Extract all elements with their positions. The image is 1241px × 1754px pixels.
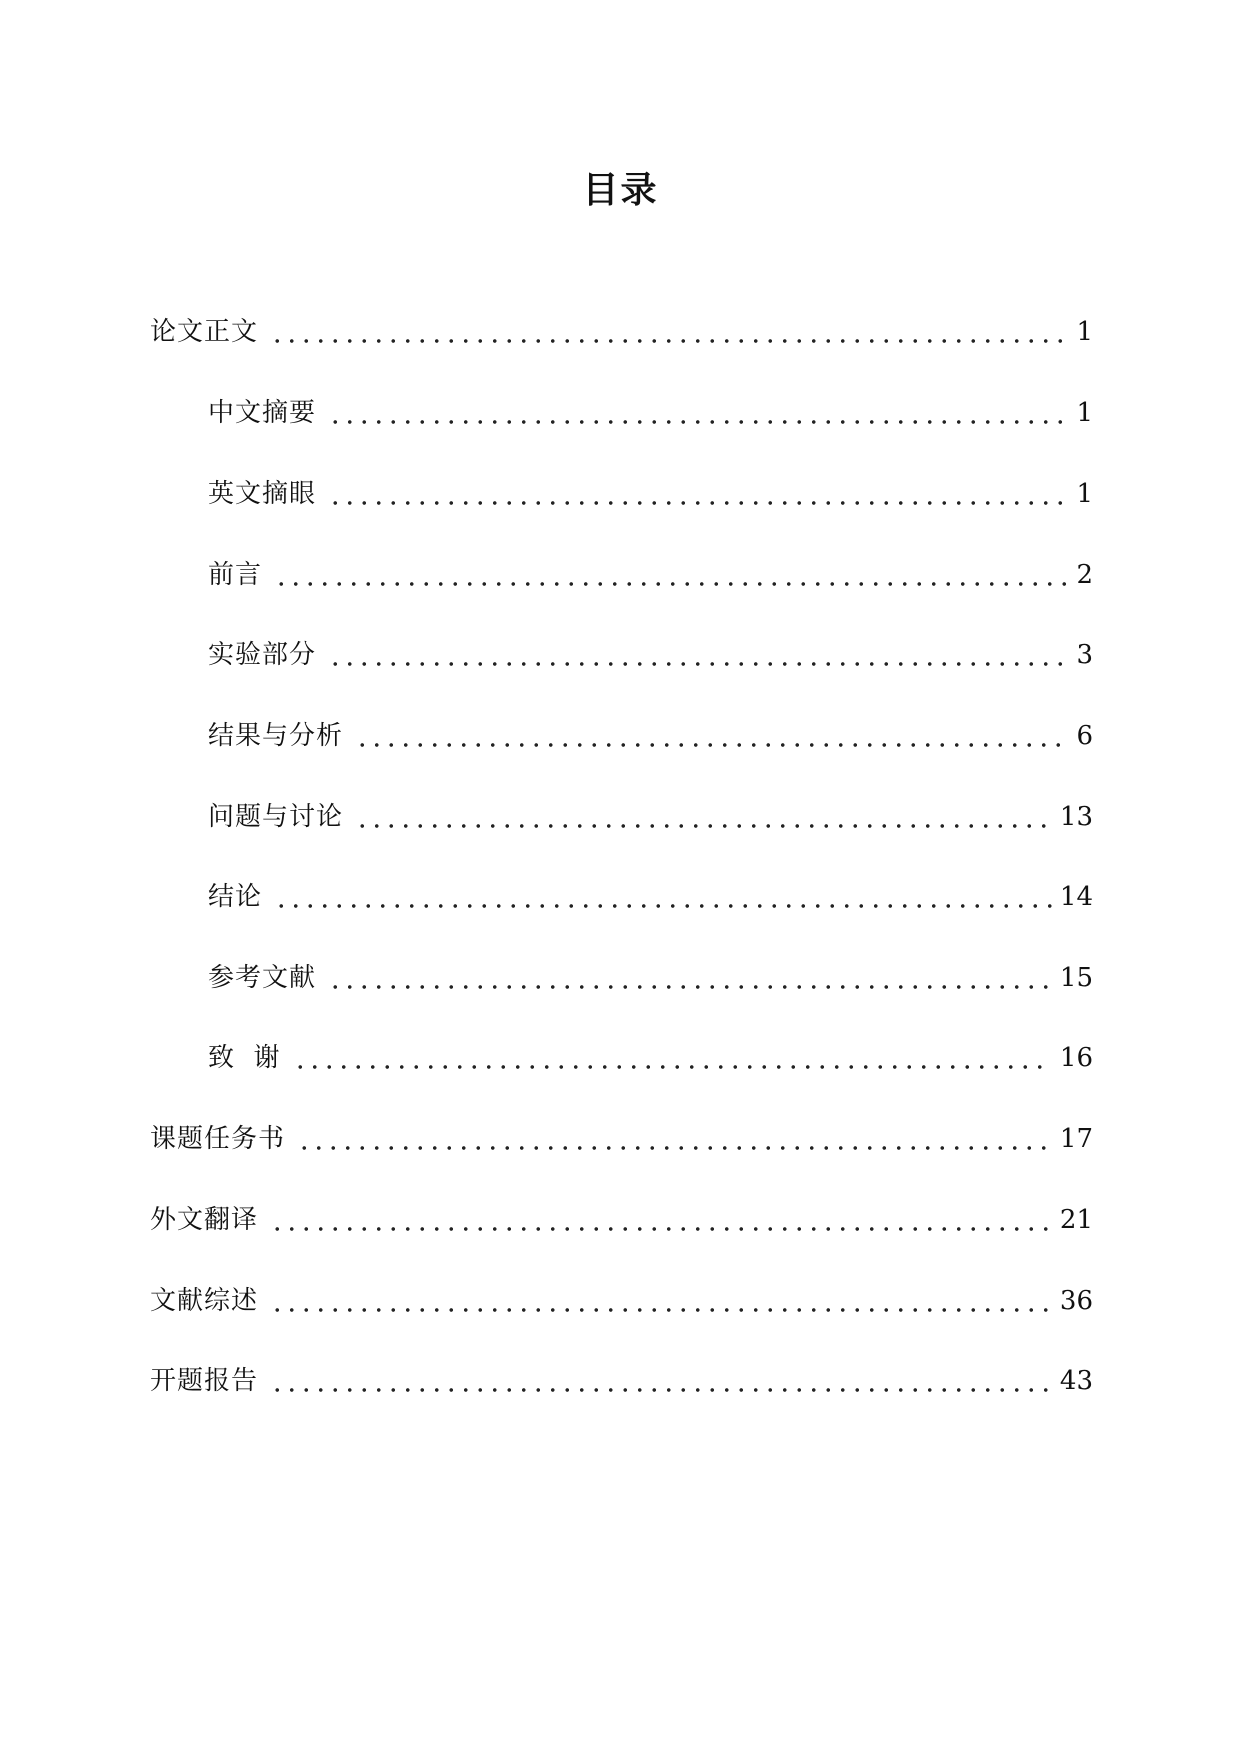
toc-entry-page: 43	[1059, 1366, 1093, 1396]
toc-entry-label: 结果与分析	[208, 721, 344, 751]
toc-entry-chinese-abstract[interactable]	[208, 393, 1093, 433]
toc-entry-label: 参考文献	[208, 963, 317, 993]
page-title: 目录	[582, 170, 659, 211]
toc-entry-english-abstract[interactable]	[208, 474, 1093, 514]
toc-entry-literature-review[interactable]	[150, 1281, 1093, 1321]
toc-entry-page: 14	[1059, 882, 1093, 912]
toc-entry-label: 外文翻译	[150, 1205, 259, 1235]
toc-entry-page: 3	[1076, 640, 1093, 670]
dot-leader	[293, 1038, 1052, 1078]
dot-leader	[328, 635, 1068, 675]
dot-leader	[274, 877, 1052, 917]
toc-entry-page: 17	[1059, 1124, 1093, 1154]
dot-leader	[297, 1119, 1052, 1159]
toc-entry-results-analysis[interactable]	[208, 716, 1093, 756]
toc-entry-references[interactable]	[208, 958, 1093, 998]
toc-entry-assignment[interactable]	[150, 1119, 1093, 1159]
toc-entry-page: 15	[1059, 963, 1093, 993]
toc-entry-label: 结论	[208, 882, 263, 912]
dot-leader	[328, 474, 1068, 514]
toc-entry-conclusion[interactable]	[208, 877, 1093, 917]
toc-entry-page: 36	[1059, 1286, 1093, 1316]
dot-leader	[328, 958, 1052, 998]
dot-leader	[270, 312, 1068, 352]
toc-entry-page: 21	[1059, 1205, 1093, 1235]
dot-leader	[328, 393, 1068, 433]
toc-entry-label: 开题报告	[150, 1366, 259, 1396]
toc-entry-label: 前言	[208, 560, 263, 590]
toc-entry-main-text[interactable]	[150, 312, 1093, 352]
dot-leader	[274, 555, 1068, 595]
toc-entry-page: 1	[1076, 317, 1093, 347]
toc-entry-label: 问题与讨论	[208, 802, 344, 832]
dot-leader	[355, 716, 1068, 756]
toc-entry-acknowledgements[interactable]	[208, 1038, 1093, 1078]
toc-entry-label: 课题任务书	[150, 1124, 286, 1154]
toc-entry-preface[interactable]	[208, 555, 1093, 595]
toc-entry-proposal-report[interactable]	[150, 1361, 1093, 1401]
toc-entry-page: 6	[1076, 721, 1093, 751]
toc-entry-page: 13	[1059, 802, 1093, 832]
toc-entry-label: 致 谢	[208, 1043, 281, 1073]
toc-entry-label: 中文摘要	[208, 398, 317, 428]
dot-leader	[355, 797, 1052, 837]
toc-entry-page: 1	[1076, 398, 1093, 428]
toc-entry-label: 英文摘眼	[208, 479, 317, 509]
dot-leader	[270, 1361, 1052, 1401]
dot-leader	[270, 1200, 1052, 1240]
toc-entry-label: 实验部分	[208, 640, 317, 670]
toc-entry-page: 16	[1059, 1043, 1093, 1073]
toc-entry-problems-discussion[interactable]	[208, 797, 1093, 837]
toc-entry-page: 2	[1076, 560, 1093, 590]
toc-entry-foreign-translation[interactable]	[150, 1200, 1093, 1240]
toc-entry-page: 1	[1076, 479, 1093, 509]
toc-entry-label: 论文正文	[150, 317, 259, 347]
toc-entry-label: 文献综述	[150, 1286, 259, 1316]
dot-leader	[270, 1281, 1052, 1321]
toc-entry-experimental[interactable]	[208, 635, 1093, 675]
